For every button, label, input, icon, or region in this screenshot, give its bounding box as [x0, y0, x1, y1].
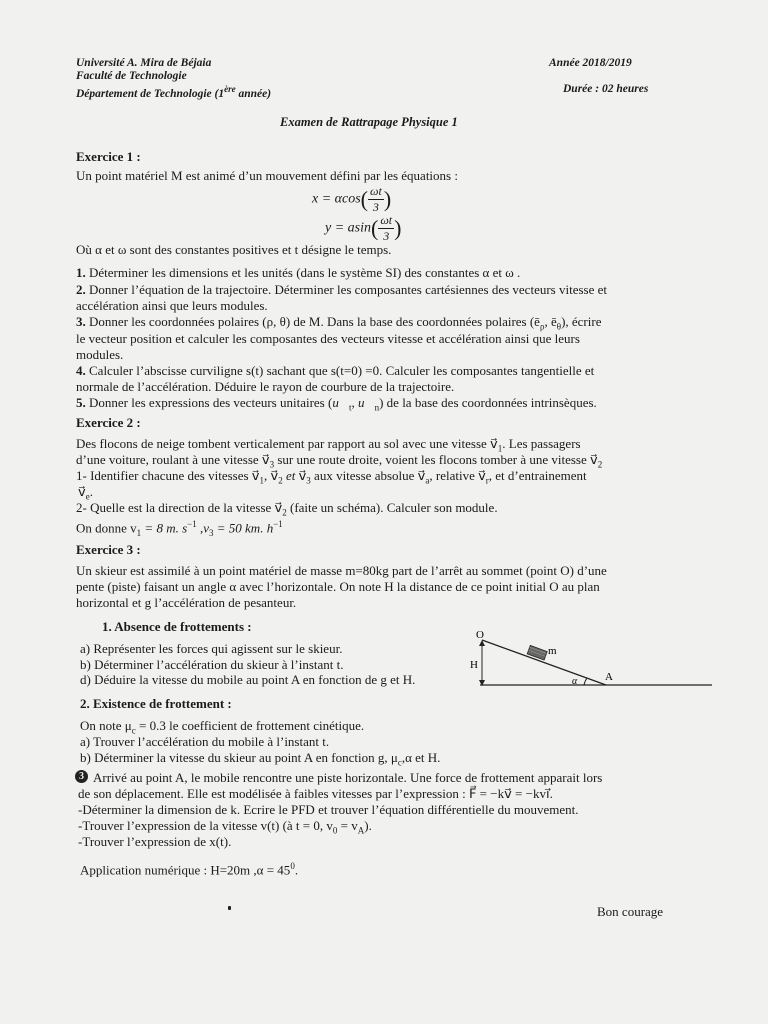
section-3-line2: de son déplacement. Elle est modélisée à faibles vitesses par l’expression : F⃗ = −kv⃗ = −kvi⃗. — [78, 786, 553, 801]
exercise-1-q4: 4. Calculer l’abscisse curviligne s(t) sachant que s(t=0) =0. Calculer les composantes tangentielle et — [76, 363, 595, 378]
exercise-2-given: On donne $v_1 = 8$ m. $s^{-1}$ $,v_3 = 50$ km. $h^{-1}$ — [76, 519, 283, 538]
closing-remark: Bon courage — [597, 904, 664, 919]
ink-speck — [228, 906, 231, 910]
department-name: Département de Technologie (1ère année) — [76, 84, 272, 100]
exercise-1-constants: Où α et ω sont des constantes positives et t désigne le temps. — [76, 242, 392, 257]
header-session — [549, 57, 648, 96]
exercise-1-q3-cont2: modules. — [76, 347, 124, 362]
section-3-line1: Arrivé au point A, le mobile rencontre une piste horizontale. Une force de frottement apparait lors — [93, 770, 603, 785]
height-label: H — [470, 659, 478, 671]
point-a-label: A — [605, 671, 613, 683]
faculty-name: Faculté de Technologie — [76, 70, 187, 82]
exercise-2-q1-cont: $v⃗_e$. — [78, 484, 93, 502]
equation-x: x = αcos( $\frac{\omega t}{3}$ ) — [312, 184, 392, 214]
exercise-3-line3: horizontal et g l’accélération de pesanteur. — [76, 595, 297, 610]
incline-slope — [482, 640, 606, 685]
exercise-2-line2: d’une voiture, roulant à une vitesse $v⃗_3$ sur une route droite, voient les flocons tomber à une vitesse $v⃗_2$ — [76, 452, 603, 470]
section-1-a: a) Représenter les forces qui agissent sur le skieur. — [80, 641, 343, 656]
exercise-2-title: Exercice 2 : — [76, 415, 141, 430]
exercise-1-q1: 1. Déterminer les dimensions et les unités (dans le système SI) des constantes α et ω . — [76, 265, 521, 280]
exercise-1-q3: 3. Donner les coordonnées polaires (ρ, θ) de M. Dans la base des coordonnées polaires ($ē_\rho$, $ē_\theta$), écrire — [76, 314, 602, 332]
section-1-b: b) Déterminer l’accélération du skieur à l’instant t. — [80, 657, 344, 672]
section-3-line3: -Déterminer la dimension de k. Ecrire le PFD et trouver l’équation différentielle du mouvement. — [78, 802, 579, 817]
angle-label: α — [572, 676, 578, 687]
exam-duration: Durée : 02 heures — [563, 83, 649, 95]
section-3-number: 3 — [75, 770, 88, 783]
exercise-1-intro: Un point matériel M est animé d’un mouvement défini par les équations : — [76, 168, 458, 183]
section-2-note: On note $\mu_c = 0.3$ le coefficient de frottement cinétique. — [80, 718, 365, 736]
section-1-d: d) Déduire la vitesse du mobile au point A en fonction de g et H. — [80, 672, 416, 687]
header-institution — [76, 57, 271, 101]
exercise-1-q2: 2. Donner l’équation de la trajectoire. Déterminer les composantes cartésiennes des vecteurs vitesse et — [76, 282, 607, 297]
exercise-3-title: Exercice 3 : — [76, 542, 141, 557]
exercise-3-line1: Un skieur est assimilé à un point matériel de masse m=80kg part de l’arrêt au sommet (point O) d’une — [76, 563, 607, 578]
exercise-1-q3-cont: le vecteur position et calculer les composantes des vecteurs vitesse et accélération ainsi que leurs — [76, 331, 580, 346]
university-name: Université A. Mira de Béjaia — [76, 57, 212, 69]
point-o-label: O — [476, 629, 484, 641]
section-2-title: 2. Existence de frottement : — [80, 696, 232, 711]
mass-label: m — [548, 645, 557, 657]
exercise-2-q1: 1- Identifier chacune des vitesses $v⃗_1$, $v⃗_2$ et $v⃗_3$ aux vitesse absolue $v⃗_a$, relative $v⃗_r$, et d’entrainement — [76, 468, 587, 486]
section-3-line4: -Trouver l’expression de la vitesse v(t) (à t = 0, $v_0 = v_A$). — [78, 818, 372, 836]
section-2-a: a) Trouver l’accélération du mobile à l’instant t. — [80, 734, 330, 749]
academic-year: Année 2018/2019 — [549, 57, 632, 69]
incline-figure — [466, 628, 714, 694]
equation-y: y = asin( $\frac{\omega t}{3}$ ) — [325, 213, 402, 243]
exercise-1-q5: 5. Donner les expressions des vecteurs unitaires ($u⃗_t$, $u⃗_n$) de la base des coordonnées intrinsèques. — [76, 395, 597, 413]
exercise-2-q2: 2- Quelle est la direction de la vitesse $v⃗_2$ (faite un schéma). Calculer son module. — [76, 500, 498, 518]
exercise-1-q4-cont: normale de l’accélération. Déduire le rayon de courbure de la trajectoire. — [76, 379, 455, 394]
exercise-2-line1: Des flocons de neige tombent verticalement par rapport au sol avec une vitesse $v⃗_1$. Les passagers — [76, 436, 581, 454]
section-2-b: b) Déterminer la vitesse du skieur au point A en fonction g, $\mu_c,\alpha$ et H. — [80, 750, 441, 768]
section-3-line5: -Trouver l’expression de x(t). — [78, 834, 232, 849]
exercise-1-title: Exercice 1 : — [76, 149, 141, 164]
section-1-title: 1. Absence de frottements : — [102, 619, 252, 634]
exercise-1-q2-cont: accélération ainsi que leurs modules. — [76, 298, 268, 313]
exercise-3-line2: pente (piste) faisant un angle α avec l’horizontale. On note H la distance de ce point initial O au plan — [76, 579, 600, 594]
numerical-application: Application numérique : H=20m $,\alpha = 45^0$. — [80, 861, 299, 878]
exam-title: Examen de Rattrapage Physique 1 — [280, 115, 458, 129]
